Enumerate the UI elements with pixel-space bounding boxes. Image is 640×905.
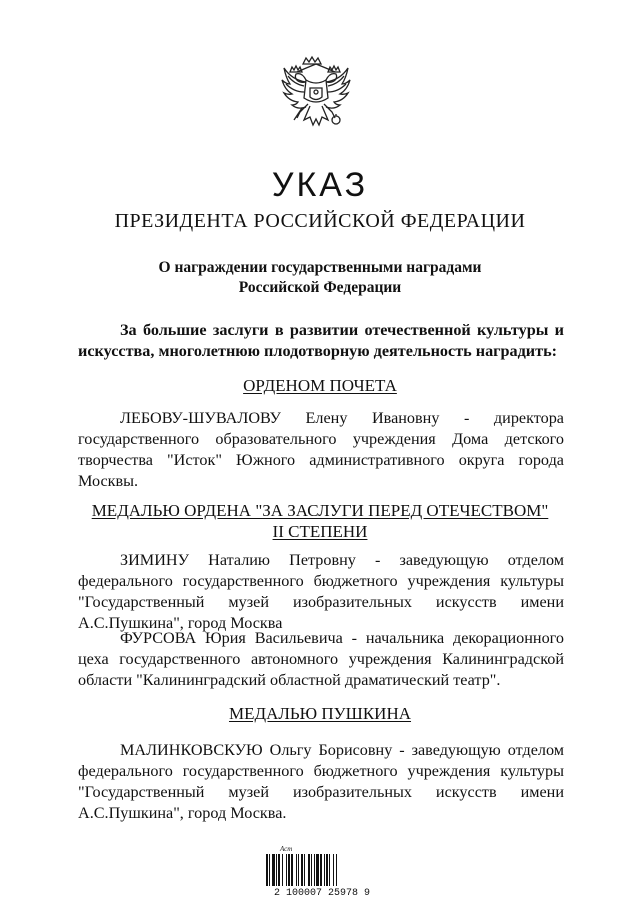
barcode-label: Аст [280,845,293,853]
barcode-bar [288,854,290,886]
entry-line: области "Калининградский областной драматический театр". [78,671,501,689]
entry-line: цеха государственного автономного учреждения Калининградской [78,650,564,668]
barcode-bar [298,854,299,886]
entry-line: МАЛИНКОВСКУЮ Ольгу Борисовну - заведующую отделом [120,741,564,759]
barcode-bar [301,854,303,886]
barcode-bar [320,854,322,886]
heading-line: МЕДАЛЬЮ ОРДЕНА "ЗА ЗАСЛУГИ ПЕРЕД ОТЕЧЕСТВОМ" [91,501,549,520]
entry-line: государственного образовательного учреждения Дома детского [78,430,564,448]
entry-line: федерального государственного бюджетного учреждения культуры [78,762,564,780]
entry-line: А.С.Пушкина", город Москва. [78,804,287,822]
barcode-bar [316,854,319,886]
barcode-bar [291,854,293,886]
coat-of-arms-icon [276,50,356,146]
award-entry [78,740,564,824]
barcode-bar [296,854,297,886]
subject-line: О награждении государственными наградами [158,259,482,276]
subject-line: Российской Федерации [238,279,402,296]
entry-line: А.С.Пушкина", город Москва [78,614,283,632]
barcode-bar [336,854,337,886]
entry-line: Москвы. [78,472,139,490]
barcode-bar [282,854,283,886]
preamble-line: искусства, многолетнюю плодотворную деятельность наградить: [78,342,558,360]
barcode-bar [324,854,325,886]
award-entry [78,628,564,691]
entry-line: ЛЕБОВУ-ШУВАЛОВУ Елену Ивановну - директора [120,409,564,427]
award-entry [78,408,564,492]
barcode-bar [269,854,270,886]
barcode-bar [266,854,268,886]
barcode-bar [278,854,280,886]
award-heading-fatherland-medal [0,500,640,542]
barcode-bar [311,854,312,886]
award-heading-order-of-honour [0,375,640,396]
preamble-line: За большие заслуги в развитии отечественной культуры и [120,321,564,339]
entry-line: федерального государственного бюджетного учреждения культуры [78,572,564,590]
decree-title: УКАЗ [271,166,369,204]
decree-subject [0,258,640,298]
entry-line: "Государственный музей изобразительных искусств имени [78,593,564,611]
preamble [78,320,564,362]
barcode-bar [272,854,275,886]
heading-line: II СТЕПЕНИ [272,522,368,541]
barcode-bar [333,854,334,886]
entry-line: ФУРСОВА Юрия Васильевича - начальника декорационного [120,629,564,647]
barcode-bar [286,854,287,886]
barcode-bar [308,854,310,886]
barcode-bar [304,854,305,886]
barcode-bar [314,854,315,886]
entry-line: творчества "Исток" Южного административного округа города [78,451,564,469]
entry-line: "Государственный музей изобразительных искусств имени [78,783,564,801]
heading-line: МЕДАЛЬЮ ПУШКИНА [228,704,412,723]
award-entry [78,550,564,634]
barcode-bar [326,854,328,886]
heading-line: ОРДЕНОМ ПОЧЕТА [243,376,397,395]
barcode-bar [329,854,330,886]
entry-line: ЗИМИНУ Наталию Петровну - заведующую отделом [120,551,564,569]
barcode-bar [276,854,277,886]
decree-subtitle: ПРЕЗИДЕНТА РОССИЙСКОЙ ФЕДЕРАЦИИ [114,210,526,232]
award-heading-pushkin-medal [0,703,640,724]
barcode-image [262,842,372,892]
barcode-number: 2 100007 25978 9 [273,888,370,899]
